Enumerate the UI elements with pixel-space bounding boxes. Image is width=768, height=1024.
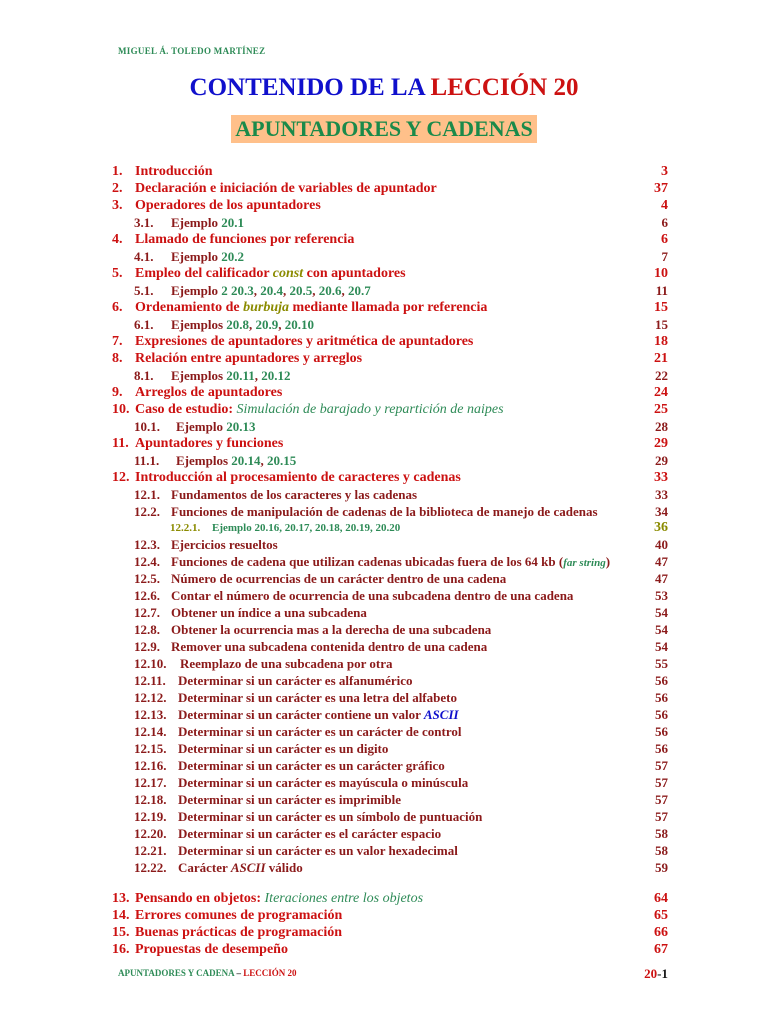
toc-row: 3. Operadores de los apuntadores 4: [112, 198, 668, 213]
toc-page: 4: [661, 198, 668, 213]
toc-row: 2. Declaración e iniciación de variables de apuntador 37: [112, 181, 668, 196]
toc-page: 47: [655, 571, 668, 586]
toc-row: 15. Buenas prácticas de programación 66: [112, 925, 668, 940]
toc-row: 10. Caso de estudio: Simulación de barajado y repartición de naipes 25: [112, 402, 668, 417]
toc-subrow: 6.1. Ejemplos 20.8, 20.9, 20.10 15: [134, 317, 668, 332]
toc-page: 58: [655, 826, 668, 841]
toc-page: 33: [655, 487, 668, 502]
toc-page: 58: [655, 843, 668, 858]
toc-subrow: 12.3. Ejercicios resueltos 40: [134, 537, 668, 552]
toc-subrow: 12.11. Determinar si un carácter es alfanumérico 56: [134, 673, 668, 688]
toc-subrow: 12.10. Reemplazo de una subcadena por otra 55: [134, 656, 668, 671]
page-header-author: MIGUEL Á. TOLEDO MARTÍNEZ: [118, 46, 266, 56]
toc-page: 37: [654, 181, 668, 196]
toc-subrow: 12.7. Obtener un índice a una subcadena 54: [134, 605, 668, 620]
toc-page: 56: [655, 724, 668, 739]
toc-page: 3: [661, 164, 668, 179]
toc-page: 56: [655, 690, 668, 705]
page-footer: APUNTADORES Y CADENA – LECCIÓN 20: [118, 968, 297, 978]
table-of-contents: [112, 163, 668, 958]
toc-page: 56: [655, 741, 668, 756]
toc-page: 6: [661, 232, 668, 247]
toc-page: 65: [654, 908, 668, 923]
toc-page: 57: [655, 775, 668, 790]
toc-page: 15: [655, 317, 668, 332]
toc-subrow: 12.5. Número de ocurrencias de un carácter dentro de una cadena 47: [134, 571, 668, 586]
toc-page: 11: [655, 283, 668, 298]
page-subtitle: APUNTADORES Y CADENAS: [231, 115, 536, 143]
page-title: [0, 74, 768, 102]
toc-page: 29: [654, 436, 668, 451]
toc-row: 14. Errores comunes de programación 65: [112, 908, 668, 923]
toc-page: 25: [654, 402, 668, 417]
toc-subrow: 12.15. Determinar si un carácter es un digito 56: [134, 741, 668, 756]
toc-page: 15: [654, 300, 668, 315]
toc-page: 22: [655, 368, 668, 383]
toc-subrow: 3.1. Ejemplo 20.1 6: [134, 215, 668, 230]
toc-page: 67: [654, 942, 668, 957]
toc-page: 36: [654, 520, 668, 535]
toc-page: 53: [655, 588, 668, 603]
toc-subrow: 10.1. Ejemplo 20.13 28: [134, 419, 668, 434]
toc-page: 66: [654, 925, 668, 940]
toc-subrow: 12.21. Determinar si un carácter es un valor hexadecimal 58: [134, 843, 668, 858]
toc-row: 11. Apuntadores y funciones 29: [112, 436, 668, 451]
toc-page: 56: [655, 673, 668, 688]
toc-page: 33: [654, 470, 668, 485]
toc-subsubrow: 12.2.1. Ejemplo 20.16, 20.17, 20.18, 20.19, 20.20 36: [170, 520, 668, 535]
toc-subrow: 12.19. Determinar si un carácter es un símbolo de puntuación 57: [134, 809, 668, 824]
page-number: 20-1: [644, 966, 668, 981]
toc-subrow: 12.22. Carácter ASCII válido 59: [134, 860, 668, 875]
toc-page: 57: [655, 758, 668, 773]
toc-page: 10: [654, 266, 668, 281]
toc-page: 47: [655, 554, 668, 569]
toc-page: 6: [661, 215, 668, 230]
toc-subrow: 12.6. Contar el número de ocurrencia de una subcadena dentro de una cadena 53: [134, 588, 668, 603]
toc-page: 57: [655, 809, 668, 824]
toc-page: 54: [655, 622, 668, 637]
toc-page: 54: [655, 605, 668, 620]
toc-row: 13. Pensando en objetos: Iteraciones entre los objetos 64: [112, 891, 668, 906]
toc-subrow: 12.4. Funciones de cadena que utilizan cadenas ubicadas fuera de los 64 kb (far string) 47: [134, 554, 668, 569]
toc-subrow: 12.13. Determinar si un carácter contiene un valor ASCII 56: [134, 707, 668, 722]
toc-page: 24: [654, 385, 668, 400]
toc-row: 5. Empleo del calificador const con apuntadores 10: [112, 266, 668, 281]
subtitle-wrap: [0, 115, 768, 143]
toc-page: 40: [655, 537, 668, 552]
toc-subrow: 11.1. Ejemplos 20.14, 20.15 29: [134, 453, 668, 468]
toc-row: 7. Expresiones de apuntadores y aritmética de apuntadores 18: [112, 334, 668, 349]
toc-row: 6. Ordenamiento de burbuja mediante llamada por referencia 15: [112, 300, 668, 315]
toc-row: 16. Propuestas de desempeño 67: [112, 942, 668, 957]
toc-page: 56: [655, 707, 668, 722]
toc-subrow: 8.1. Ejemplos 20.11, 20.12 22: [134, 368, 668, 383]
toc-subrow: 12.20. Determinar si un carácter es el carácter espacio 58: [134, 826, 668, 841]
toc-subrow: 12.17. Determinar si un carácter es mayúscula o minúscula 57: [134, 775, 668, 790]
toc-page: 29: [655, 453, 668, 468]
toc-row: 9. Arreglos de apuntadores 24: [112, 385, 668, 400]
toc-subrow: 12.18. Determinar si un carácter es imprimible 57: [134, 792, 668, 807]
title-part-1: CONTENIDO DE LA: [189, 74, 431, 101]
title-part-2: LECCIÓN 20: [430, 74, 579, 101]
toc-subrow: 4.1. Ejemplo 20.2 7: [134, 249, 668, 264]
toc-row: 8. Relación entre apuntadores y arreglos 21: [112, 351, 668, 366]
toc-page: 64: [654, 891, 668, 906]
toc-subrow: 12.1. Fundamentos de los caracteres y las cadenas 33: [134, 487, 668, 502]
toc-page: 21: [654, 351, 668, 366]
toc-page: 55: [655, 656, 668, 671]
toc-subrow: 12.12. Determinar si un carácter es una letra del alfabeto 56: [134, 690, 668, 705]
toc-page: 57: [655, 792, 668, 807]
toc-page: 54: [655, 639, 668, 654]
toc-subrow: 12.9. Remover una subcadena contenida dentro de una cadena 54: [134, 639, 668, 654]
toc-page: 59: [655, 860, 668, 875]
toc-subrow: 12.16. Determinar si un carácter es un carácter gráfico 57: [134, 758, 668, 773]
toc-page: 7: [661, 249, 668, 264]
toc-row: 4. Llamado de funciones por referencia 6: [112, 232, 668, 247]
toc-subrow: 12.14. Determinar si un carácter es un carácter de control 56: [134, 724, 668, 739]
toc-subrow: 5.1. Ejemplo 2 20.3, 20.4, 20.5, 20.6, 20.7 11: [134, 283, 668, 298]
toc-row: 12. Introducción al procesamiento de caracteres y cadenas 33: [112, 470, 668, 485]
toc-page: 28: [655, 419, 668, 434]
toc-row: 1. Introducción 3: [112, 164, 668, 179]
toc-subrow: 12.8. Obtener la ocurrencia mas a la derecha de una subcadena 54: [134, 622, 668, 637]
toc-page: 18: [654, 334, 668, 349]
toc-page: 34: [655, 504, 668, 519]
toc-subrow: 12.2. Funciones de manipulación de cadenas de la biblioteca de manejo de cadenas 34: [134, 504, 668, 519]
